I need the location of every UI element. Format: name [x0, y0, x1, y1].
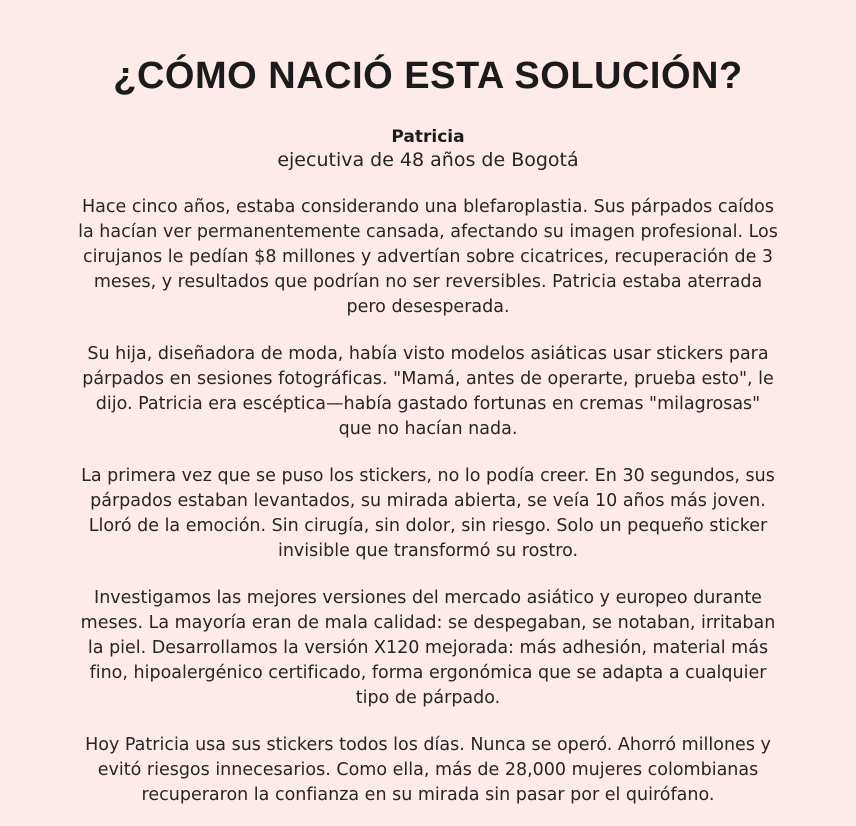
person-name: Patricia [391, 127, 465, 147]
story-paragraph: Su hija, diseñadora de moda, había visto modelos asiáticas usar stickers para párpados en sesiones fotográficas. "Mamá, antes de operarte, prueba esto", le dijo. Patricia era escéptica—había gastado fortunas en cremas "milagrosas" que no hacían nada. [82, 344, 774, 439]
section-title: ¿CÓMO NACIÓ ESTA SOLUCIÓN? [113, 55, 743, 97]
testimonial-header [78, 126, 778, 173]
story-section [78, 0, 778, 808]
story-paragraph: Investigamos las mejores versiones del mercado asiático y europeo durante meses. La mayoría eran de mala calidad: se despegaban, se notaban, irritaban la piel. Desarrollamos la versión X120 mejorada: más adhesión, material más fino, hipoalergénico certificado, forma ergonómica que se adapta a cualquier tipo de párpado. [80, 588, 776, 708]
person-descriptor: ejecutiva de 48 años de Bogotá [277, 149, 579, 171]
story-paragraph: La primera vez que se puso los stickers, no lo podía creer. En 30 segundos, sus párpados estaban levantados, su mirada abierta, se veía 10 años más joven. Lloró de la emoción. Sin cirugía, sin dolor, sin riesgo. Solo un pequeño sticker invisible que transformó su rostro. [81, 466, 775, 561]
story-paragraph: Hoy Patricia usa sus stickers todos los días. Nunca se operó. Ahorró millones y evitó riesgos innecesarios. Como ella, más de 28,000 mujeres colombianas recuperaron la confianza en su mirada sin pasar por el quirófano. [85, 735, 771, 805]
story-paragraph: Hace cinco años, estaba considerando una blefaroplastia. Sus párpados caídos la hacían ver permanentemente cansada, afectando su imagen profesional. Los cirujanos le pedían $8 millones y advertían sobre cicatrices, recuperación de 3 meses, y resultados que podrían no ser reversibles. Patricia estaba aterrada pero desesperada. [78, 197, 778, 317]
